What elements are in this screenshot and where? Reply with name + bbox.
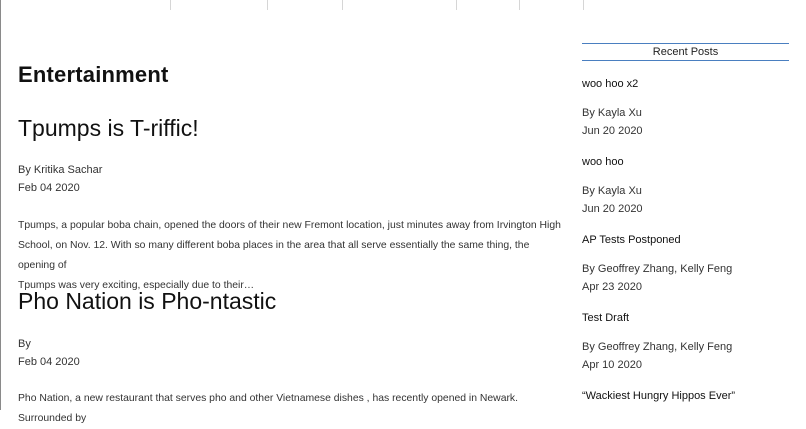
- nav-separator: [170, 0, 171, 10]
- nav-separator: [342, 0, 343, 10]
- recent-post-title-link[interactable]: woo hoo x2: [582, 78, 639, 90]
- recent-post-author: By Geoffrey Zhang, Kelly Feng: [582, 263, 733, 275]
- excerpt-line: Tpumps was very exciting, especially due to their…: [18, 280, 255, 291]
- recent-post-title-link[interactable]: Test Draft: [582, 312, 630, 324]
- recent-post-author: By Kayla Xu: [582, 185, 642, 197]
- recent-post-date: Jun 20 2020: [582, 203, 643, 215]
- post-author: By Kritika Sachar: [18, 164, 103, 176]
- excerpt-line: School, on Nov. 12. With so many different boba places in the area that all serve essentially the same thing, the opening of: [18, 240, 530, 271]
- post-excerpt: [18, 389, 563, 429]
- post-article: [18, 286, 563, 424]
- recent-post-title-link[interactable]: AP Tests Postponed: [582, 234, 681, 246]
- post-title-link[interactable]: Pho Nation is Pho-ntastic: [18, 288, 277, 314]
- nav-separator: [583, 0, 584, 10]
- post-article: [18, 113, 563, 291]
- nav-separator: [456, 0, 457, 10]
- post-title-link[interactable]: Tpumps is T-riffic!: [18, 115, 199, 141]
- nav-separator: [519, 0, 520, 10]
- recent-post-author: By Geoffrey Zhang, Kelly Feng: [582, 341, 733, 353]
- page-left-border: [0, 0, 1, 410]
- post-date: Feb 04 2020: [18, 182, 80, 194]
- post-excerpt: [18, 216, 563, 296]
- recent-post-date: Apr 10 2020: [582, 359, 642, 371]
- category-title: Entertainment: [18, 62, 169, 87]
- recent-posts-header: Recent Posts: [582, 43, 789, 61]
- recent-post-date: Apr 23 2020: [582, 281, 642, 293]
- post-author: By: [18, 338, 31, 350]
- post-date: Feb 04 2020: [18, 356, 80, 368]
- recent-post-title-link[interactable]: woo hoo: [582, 156, 624, 168]
- excerpt-line: Tpumps, a popular boba chain, opened the doors of their new Fremont location, just minutes away from Irvington High: [18, 220, 561, 231]
- recent-post-author: By Kayla Xu: [582, 107, 642, 119]
- top-navigation: [0, 0, 806, 12]
- nav-separator: [267, 0, 268, 10]
- recent-post-title-link[interactable]: “Wackiest Hungry Hippos Ever”: [582, 390, 736, 402]
- excerpt-line: Pho Nation, a new restaurant that serves pho and other Vietnamese dishes , has recently opened in Newark. Surrounded by: [18, 393, 519, 424]
- recent-post-date: Jun 20 2020: [582, 125, 643, 137]
